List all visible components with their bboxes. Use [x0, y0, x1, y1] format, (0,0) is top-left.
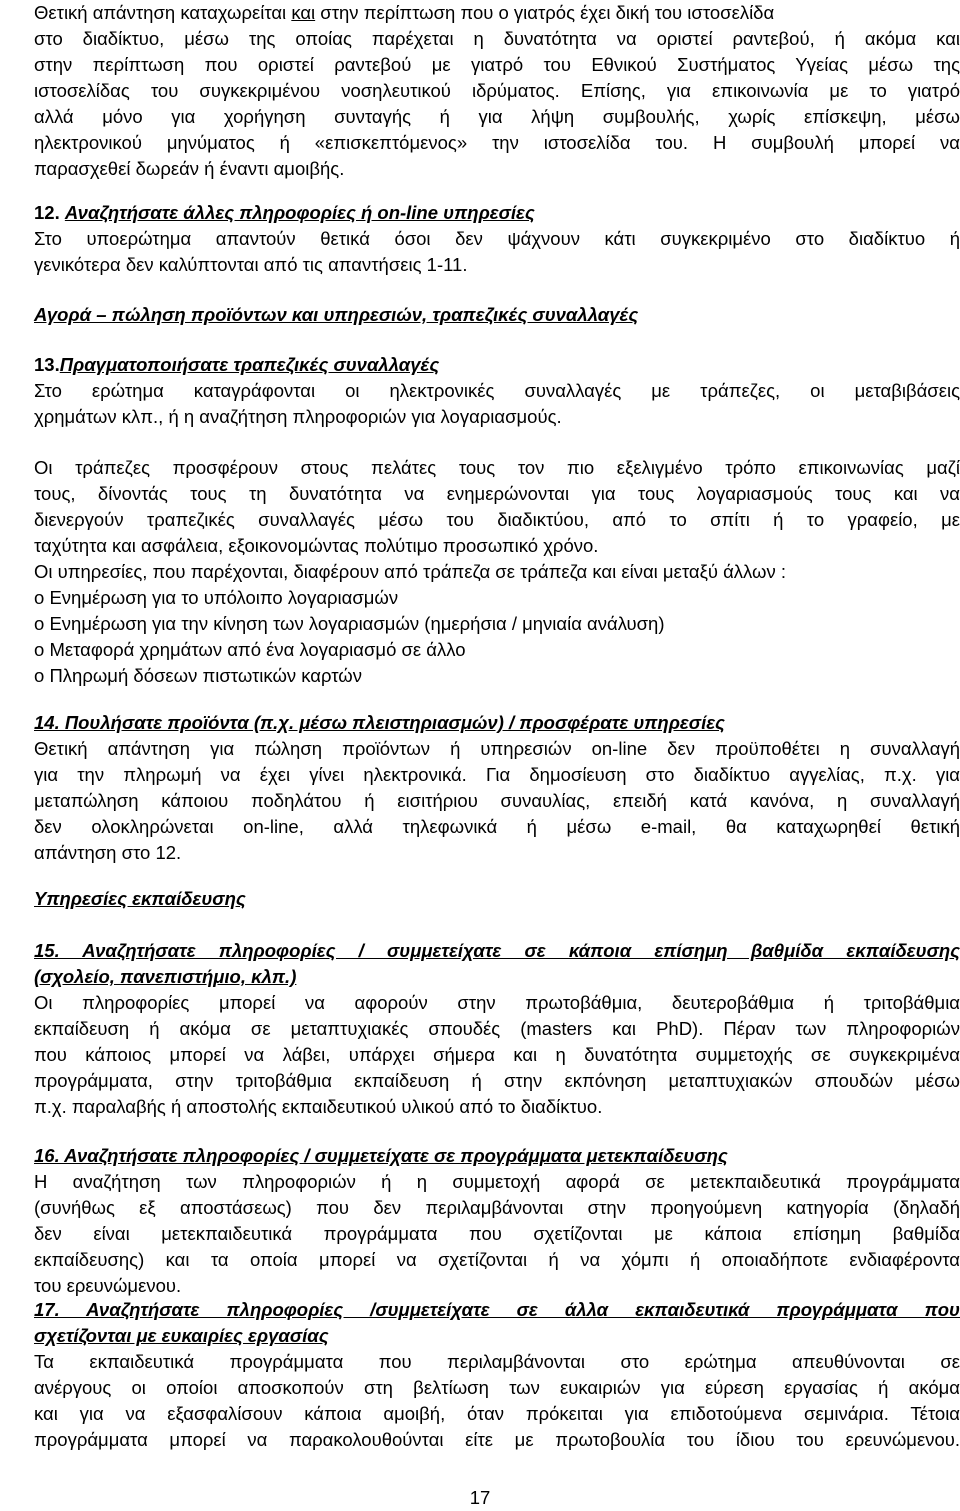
bullet-marker: o — [34, 613, 45, 634]
paragraph-line: προγράμματα μπορεί να παρακολουθούνται είτε με πρωτοβουλία του ίδιου του ερευνώμενου. — [34, 1429, 960, 1450]
paragraph-line: στην περίπτωση που οριστεί ραντεβού με γιατρό του Εθνικού Συστήματος Υγείας μέσω της — [34, 54, 960, 75]
paragraph-line: Τα εκπαιδευτικά προγράμματα που περιλαμβάνονται στο ερώτημα απευθύνονται σε — [34, 1351, 960, 1372]
bullet-marker: o — [34, 587, 45, 608]
paragraph-line: εκπαίδευσης) και τα οποία μπορεί να σχετίζονται ή να χόμπι ή οποιαδήποτε ενδιαφέροντα — [34, 1249, 960, 1270]
list-item: o Ενημέρωση για την κίνηση των λογαριασμών (ημερήσια / μηνιαία ανάλυση) — [34, 613, 665, 634]
paragraph-line: για την πληρωμή να έχει γίνει ηλεκτρονικά. Για δημοσίευση στο διαδίκτυο αγγελίας, π.χ. για — [34, 764, 960, 785]
paragraph-line: του ερευνώμενου. — [34, 1275, 182, 1296]
paragraph-line: Οι πληροφορίες μπορεί να αφορούν στην πρωτοβάθμια, δευτεροβάθμια ή τριτοβάθμια — [34, 992, 960, 1013]
paragraph-line: και για να εξασφαλίσουν κάποια αμοιβή, όταν πρόκειται για επιδοτούμενα σεμινάρια. Τέτοια — [34, 1403, 960, 1424]
paragraph-line: παρασχεθεί δωρεάν ή έναντι αμοιβής. — [34, 158, 345, 179]
paragraph-line: Στο υποερώτημα απαντούν θετικά όσοι δεν ψάχνουν κάτι συγκεκριμένο στο διαδίκτυο ή — [34, 228, 960, 249]
paragraph-line: ηλεκτρονικού μηνύματος ή «επισκεπτόμενος» την ιστοσελίδα του. Η συμβουλή μπορεί να — [34, 132, 960, 153]
paragraph-line: Θετική απάντηση για πώληση προϊόντων ή υπηρεσιών on-line δεν προϋποθέτει η συναλλαγή — [34, 738, 960, 759]
category-heading-education: Υπηρεσίες εκπαίδευσης — [34, 888, 246, 909]
paragraph-line: προγράμματα, στην τριτοβάθμια εκπαίδευση ή στην εκπόνηση μεταπτυχιακών σπουδών μέσω — [34, 1070, 960, 1091]
paragraph-line: τους, δίνοντάς τους τη δυνατότητα να ενημερώνονται για τους λογαριασμούς τους και να — [34, 483, 960, 504]
paragraph-line: Θετική απάντηση καταχωρείται και στην περίπτωση που ο γιατρός έχει δική του ιστοσελίδα — [34, 2, 775, 23]
paragraph-line: χρημάτων κλπ., ή η αναζήτηση πληροφοριών για λογαριασμούς. — [34, 406, 562, 427]
paragraph-line: που κάποιος μπορεί να λάβει, υπάρχει σήμερα και η δυνατότητα συμμετοχής σε συγκεκριμένα — [34, 1044, 960, 1065]
paragraph-line: μεταπώληση κάποιου ποδηλάτου ή εισιτήριου συναυλίας, επειδή κατά κανόνα, η συναλλαγή — [34, 790, 960, 811]
list-item: o Ενημέρωση για το υπόλοιπο λογαριασμών — [34, 587, 399, 608]
paragraph-line: διενεργούν τραπεζικές συναλλαγές μέσω του διαδικτύου, από το σπίτι ή το γραφείο, με — [34, 509, 960, 530]
section-heading-14: 14. Πουλήσατε προϊόντα (π.χ. μέσω πλειστηριασμών) / προσφέρατε υπηρεσίες — [34, 712, 725, 733]
paragraph-line: εκπαίδευση ή ακόμα σε μεταπτυχιακές σπουδές (masters και PhD). Πέραν των πληροφοριών — [34, 1018, 960, 1039]
section-heading-15: 15. Αναζητήσατε πληροφορίες / συμμετείχατε σε κάποια επίσημη βαθμίδα εκπαίδευσης — [34, 940, 960, 961]
paragraph-line: ανέργους οι οποίοι αποσκοπούν στη βελτίωση των ευκαιριών για εύρεση εργασίας ή ακόμα — [34, 1377, 960, 1398]
paragraph-line: απάντηση στο 12. — [34, 842, 182, 863]
paragraph-line: Οι τράπεζες προσφέρουν στους πελάτες τους τον πιο εξελιγμένο τρόπο επικοινωνίας μαζί — [34, 457, 960, 478]
list-item: o Μεταφορά χρημάτων από ένα λογαριασμό σε άλλο — [34, 639, 466, 660]
section-heading-13: 13.Πραγματοποιήσατε τραπεζικές συναλλαγές — [34, 354, 440, 375]
bullet-marker: o — [34, 665, 45, 686]
paragraph-line: Στο ερώτημα καταγράφονται οι ηλεκτρονικές συναλλαγές με τράπεζες, οι μεταβιβάσεις — [34, 380, 960, 401]
paragraph-line: δεν ολοκληρώνεται on-line, αλλά τηλεφωνικά ή μέσω e-mail, θα καταχωρηθεί θετική — [34, 816, 960, 837]
list-item: o Πληρωμή δόσεων πιστωτικών καρτών — [34, 665, 362, 686]
bullet-marker: o — [34, 639, 45, 660]
paragraph-line: δεν είναι μετεκπαιδευτικά προγράμματα που σχετίζονται με κάποια επίσημη βαθμίδα — [34, 1223, 960, 1244]
category-heading-trade: Αγορά – πώληση προϊόντων και υπηρεσιών, τραπεζικές συναλλαγές — [34, 304, 639, 325]
paragraph-line: ταχύτητα και ασφάλεια, εξοικονομώντας πολύτιμο προσωπικό χρόνο. — [34, 535, 599, 556]
section-heading-12: 12. Αναζητήσατε άλλες πληροφορίες ή on-line υπηρεσίες — [34, 202, 535, 223]
paragraph-line: π.χ. παραλαβής ή αποστολής εκπαιδευτικού υλικού από το διαδίκτυο. — [34, 1096, 603, 1117]
section-heading-17: 17. Αναζητήσατε πληροφορίες /συμμετείχατε σε άλλα εκπαιδευτικά προγράμματα που — [34, 1299, 960, 1320]
section-heading-16: 16. Αναζητήσατε πληροφορίες / συμμετείχατε σε προγράμματα μετεκπαίδευσης — [34, 1145, 728, 1166]
paragraph-line: στο διαδίκτυο, μέσω της οποίας παρέχεται η δυνατότητα να οριστεί ραντεβού, ή ακόμα και — [34, 28, 960, 49]
paragraph-line: Η αναζήτηση των πληροφοριών ή η συμμετοχή αφορά σε μετεκπαιδευτικά προγράμματα — [34, 1171, 960, 1192]
underlined-word: και — [291, 2, 316, 23]
section-heading-17-cont: σχετίζονται με ευκαιρίες εργασίας — [34, 1325, 329, 1346]
paragraph-line: ιστοσελίδας του συγκεκριμένου νοσηλευτικού ιδρύματος. Επίσης, για επικοινωνία με το γιατρό — [34, 80, 960, 101]
paragraph-line: (συνήθως εξ αποστάσεως) που δεν περιλαμβάνονται στην προηγούμενη κατηγορία (δηλαδή — [34, 1197, 960, 1218]
paragraph-line: Οι υπηρεσίες, που παρέχονται, διαφέρουν από τράπεζα σε τράπεζα και είναι μεταξύ άλλων : — [34, 561, 786, 582]
section-heading-15-cont: (σχολείο, πανεπιστήμιο, κλπ.) — [34, 966, 297, 987]
paragraph-line: γενικότερα δεν καλύπτονται από τις απαντήσεις 1-11. — [34, 254, 468, 275]
paragraph-line: αλλά μόνο για χορήγηση συνταγής ή για λήψη συμβουλής, χωρίς επίσκεψη, μέσω — [34, 106, 960, 127]
page-number: 17 — [469, 1487, 491, 1508]
